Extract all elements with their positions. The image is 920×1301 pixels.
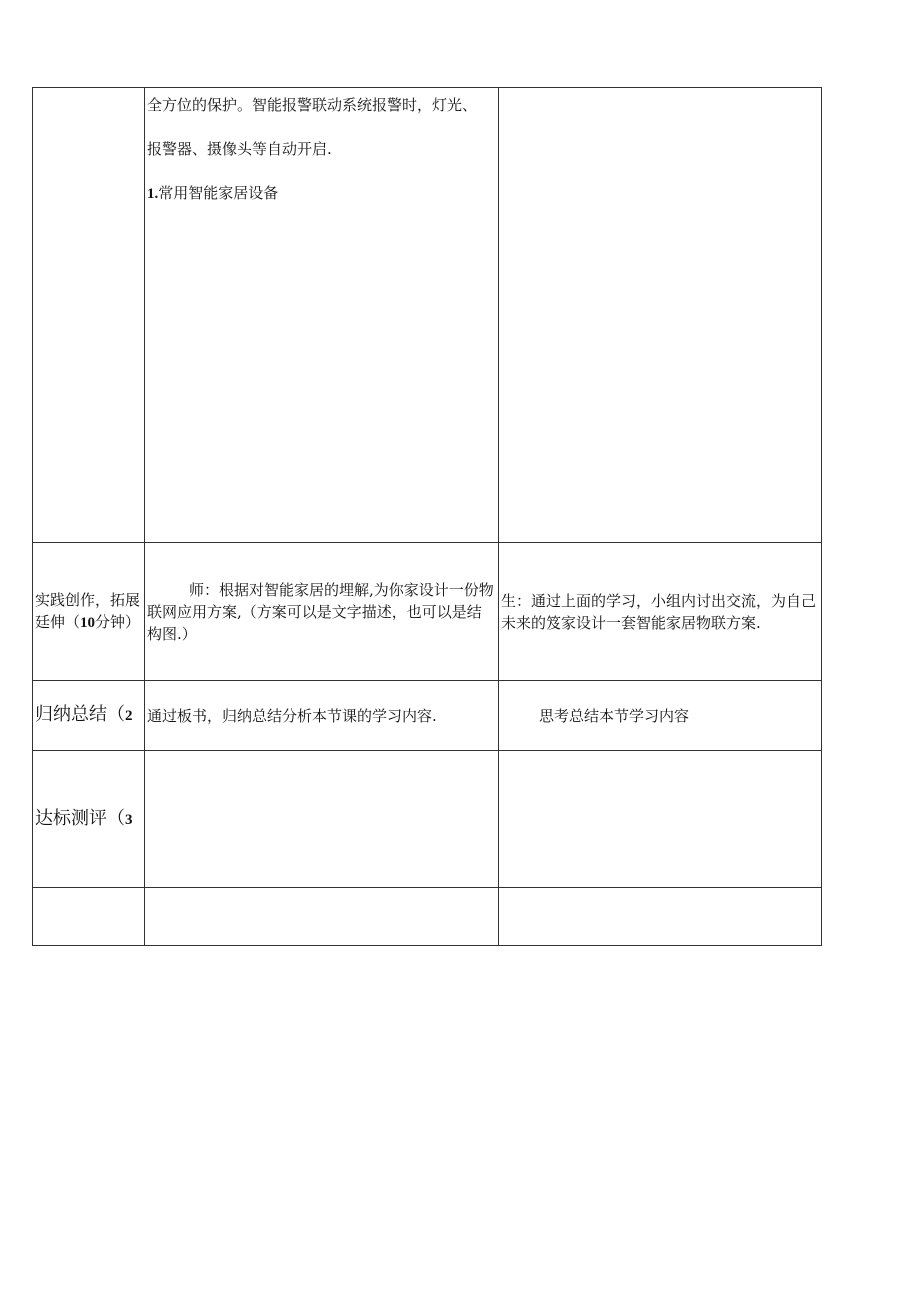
student-practice-text: 生：通过上面的学习，小组内讨出交流，为自己未来的笈家设计一套智能家居物联方案. <box>501 591 817 632</box>
cell-teacher-assessment-empty <box>145 751 499 888</box>
content-item-heading <box>147 182 498 204</box>
cell-student-practice <box>499 543 822 681</box>
content-line-1: 全方位的保护。智能报警联动系统报警时，灯光、 <box>147 96 478 114</box>
lesson-plan-table <box>32 87 822 946</box>
content-line-2: 报警器、摄像头等自动开启. <box>147 140 332 158</box>
stage-label-practice: 实践创作，拓展 廷伸（10分钟） <box>35 591 141 631</box>
cell-teacher-content <box>145 88 499 543</box>
cell-stage-summary <box>33 681 145 751</box>
cell-empty-1 <box>33 888 145 946</box>
teacher-practice-text: 师：根据对智能家居的埋解,为你家设计一份物联网应用方案,（方案可以是文字描述，也可以是结构图.） <box>147 580 494 643</box>
teacher-summary-text: 通过板书，归纳总结分析本节课的学习内容. <box>147 706 437 725</box>
stage-label-assessment: 达标测评（3 <box>35 807 133 829</box>
cell-stage-empty <box>33 88 145 543</box>
cell-teacher-summary <box>145 681 499 751</box>
cell-empty-2 <box>145 888 499 946</box>
table-row-practice <box>33 543 822 681</box>
cell-stage-assessment <box>33 751 145 888</box>
table-row-smart-home-devices <box>33 88 822 543</box>
minutes-number: 10 <box>80 615 96 631</box>
cell-teacher-practice <box>145 543 499 681</box>
item-number: 1. <box>147 186 159 202</box>
table-row-summary <box>33 681 822 751</box>
cell-stage-practice <box>33 543 145 681</box>
stage-label-summary: 归纳总结（2 <box>35 704 133 725</box>
cell-empty-3 <box>499 888 822 946</box>
cell-student-summary <box>499 681 822 751</box>
table-row-assessment <box>33 751 822 888</box>
cell-student-assessment-empty <box>499 751 822 888</box>
table-row-empty <box>33 888 822 946</box>
cell-student-empty <box>499 88 822 543</box>
student-summary-text: 思考总结本节学习内容 <box>539 706 690 725</box>
item-text: 常用智能家居设备 <box>158 184 279 202</box>
